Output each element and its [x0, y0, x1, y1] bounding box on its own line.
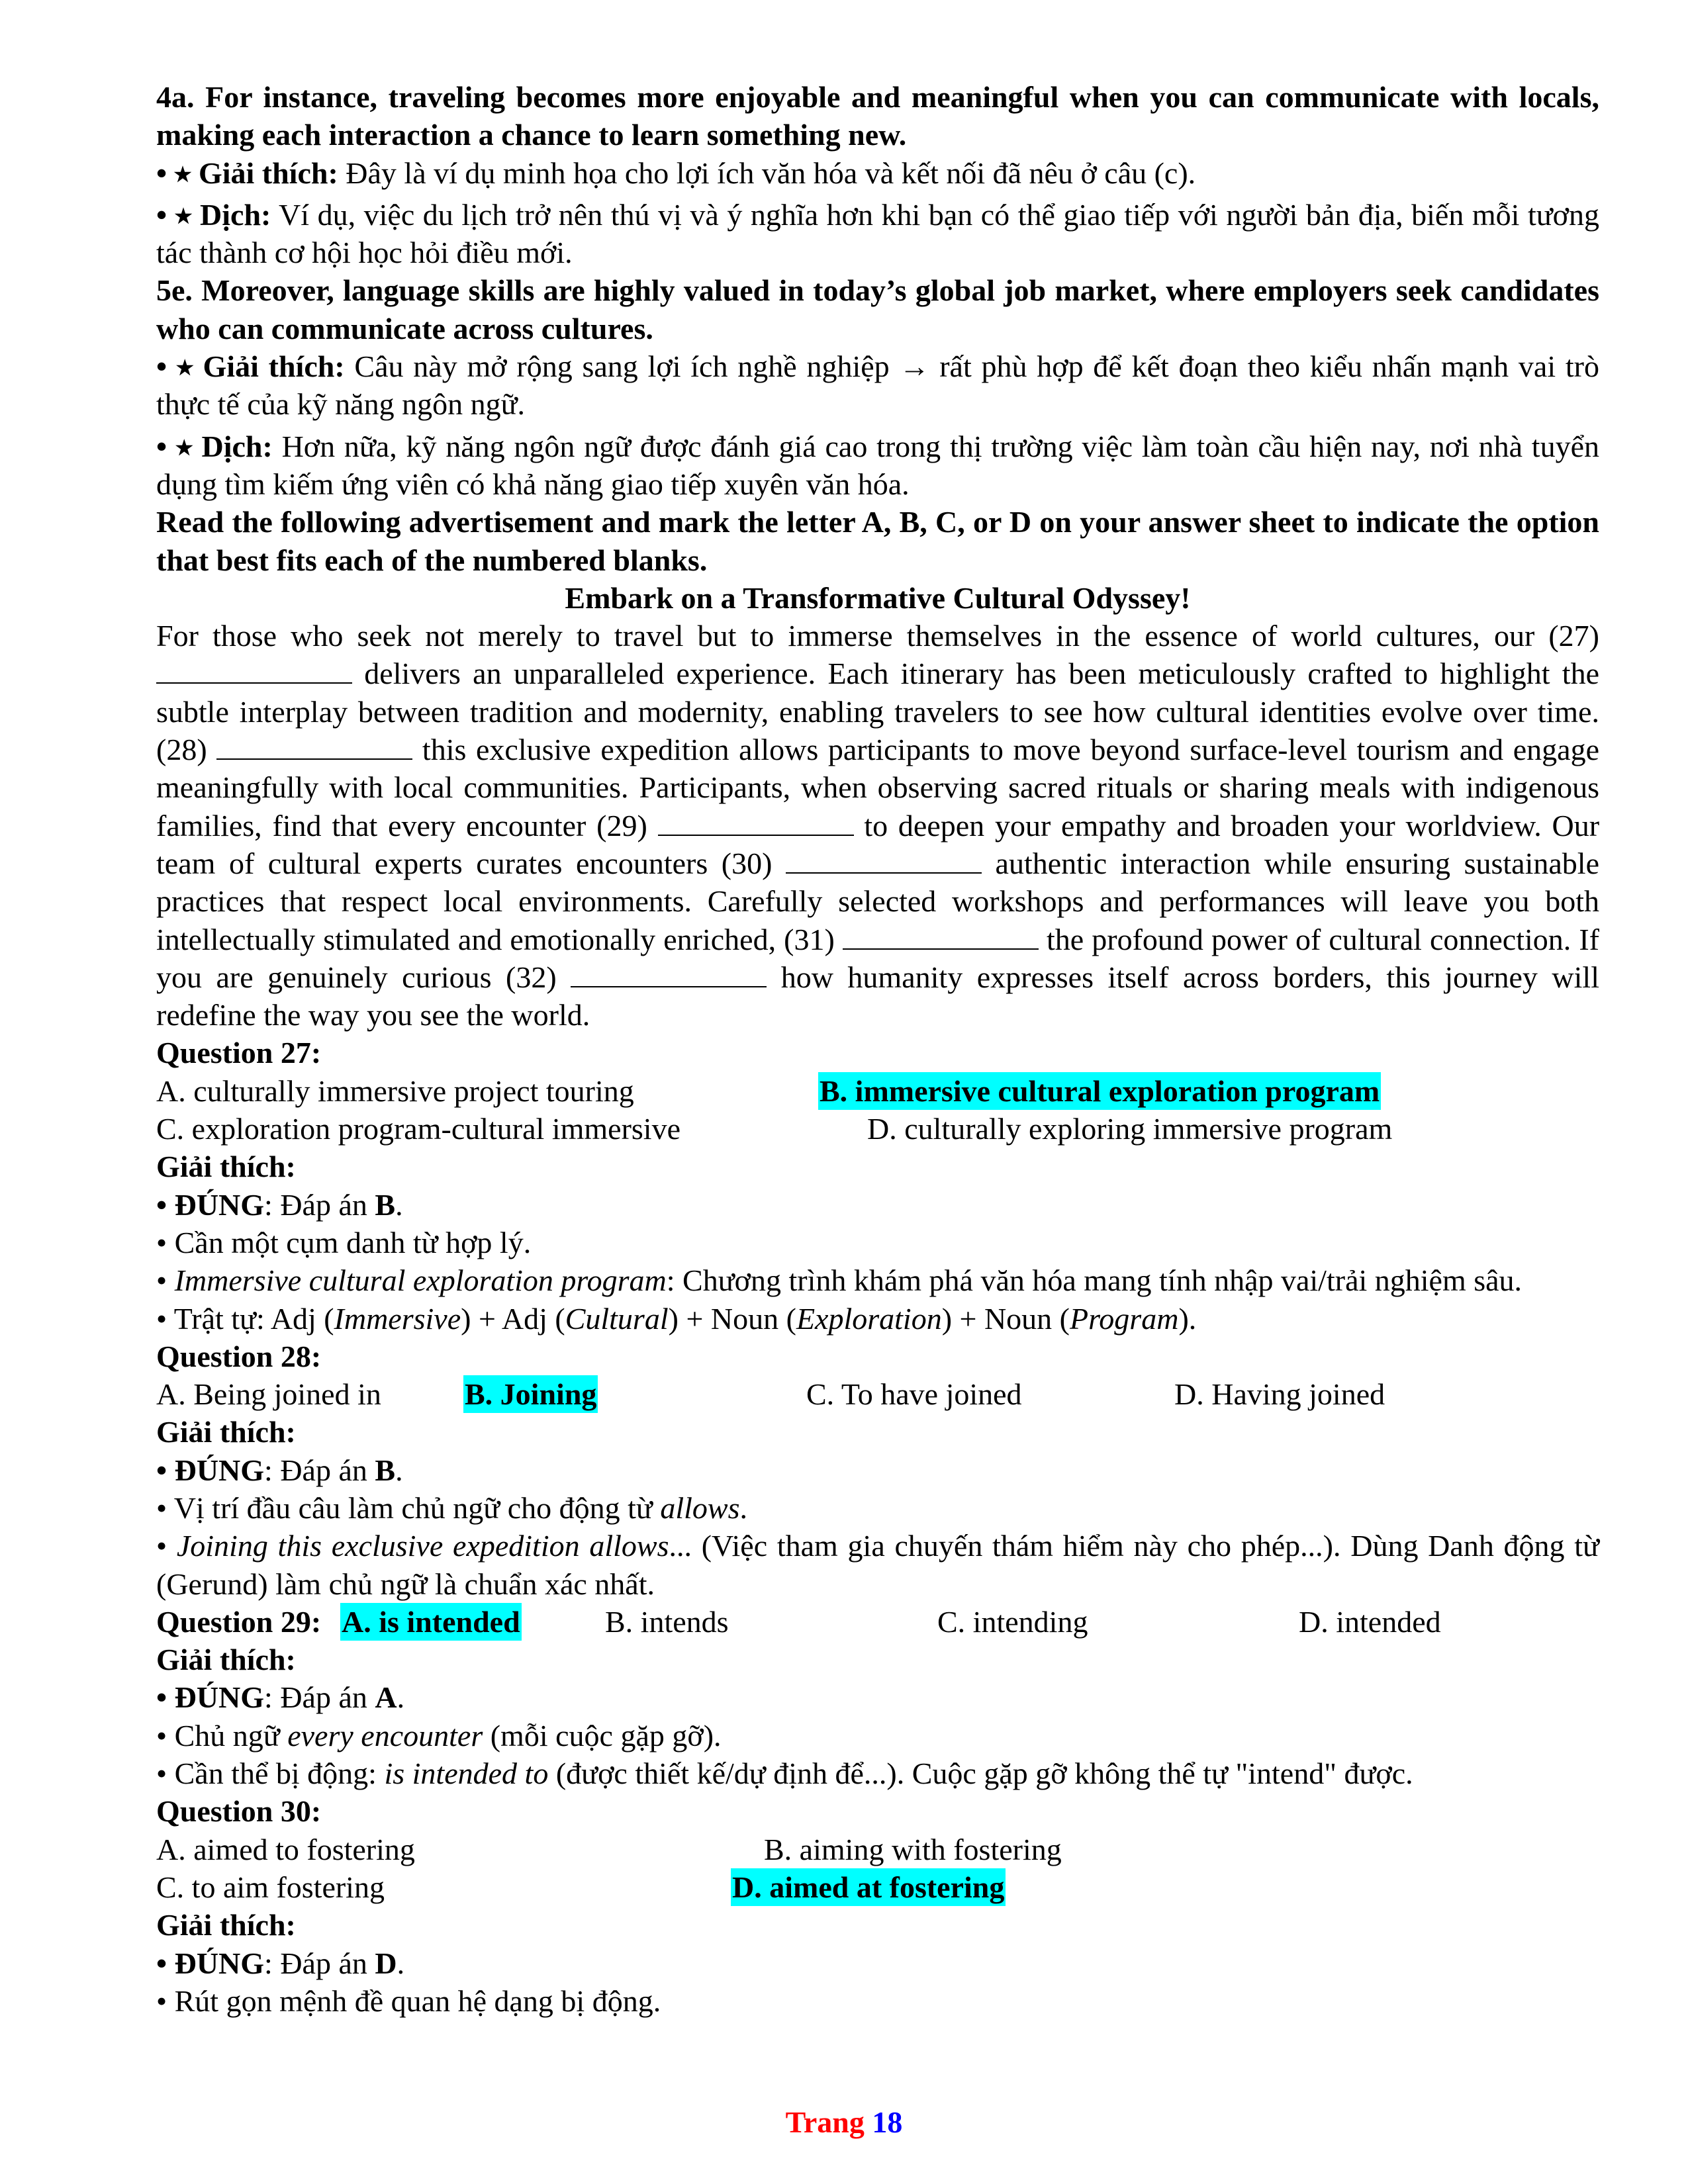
- instruction: Read the following advertisement and mark the letter A, B, C, or D on your answer sheet to indicate the option that best fits each of the numbered blanks.: [156, 505, 1599, 577]
- text: (mỗi cuộc gặp gỡ).: [483, 1718, 722, 1752]
- document-page: [156, 78, 1599, 2020]
- italic-word: Program: [1070, 1301, 1179, 1336]
- correct-label: • ĐÚNG: [156, 1453, 265, 1487]
- page-number: 18: [872, 2105, 903, 2139]
- text: • Trật tự: Adj (: [156, 1301, 334, 1336]
- explain-label: • ⭑ Giải thích:: [156, 156, 338, 190]
- text: ) + Adj (: [461, 1301, 565, 1336]
- italic-phrase: Immersive cultural exploration program: [174, 1263, 667, 1298]
- explain-text: : Chương trình khám phá văn hóa mang tính nhập vai/trải nghiệm sâu.: [666, 1263, 1523, 1298]
- correct-end: .: [397, 1680, 405, 1715]
- passage-text: For those who seek not merely to travel but to immerse themselves in the essence of world cultures, our (27): [156, 619, 1599, 653]
- explain-text: Đây là ví dụ minh họa cho lợi ích văn hóa và kết nối đã nêu ở câu (c).: [338, 156, 1196, 190]
- blank-32: [571, 961, 767, 987]
- q27-option-a: A. culturally immersive project touring: [156, 1073, 634, 1108]
- correct-letter: A: [375, 1680, 397, 1715]
- translate-label: • ⭑ Dịch:: [156, 197, 271, 232]
- italic-phrase: is intended to: [384, 1756, 549, 1791]
- explain-heading: Giải thích:: [156, 1643, 296, 1677]
- italic-phrase: every encounter: [287, 1718, 483, 1752]
- q27-option-c: C. exploration program-cultural immersive: [156, 1112, 680, 1146]
- q30-explain-1: • Rút gọn mệnh đề quan hệ dạng bị động.: [156, 1983, 661, 2018]
- q30-option-c: C. to aim fostering: [156, 1870, 385, 1904]
- correct-end: .: [397, 1946, 405, 1980]
- correct-label: • ĐÚNG: [156, 1187, 265, 1222]
- explain-heading: Giải thích:: [156, 1415, 296, 1449]
- correct-label: • ĐÚNG: [156, 1946, 265, 1980]
- text: .: [739, 1490, 748, 1525]
- correct-text: : Đáp án: [264, 1680, 375, 1715]
- q27-correct: [156, 1186, 1599, 1224]
- translate-label: • ⭑ Dịch:: [156, 429, 273, 463]
- q27-options-row-1: [156, 1072, 1599, 1110]
- q28-option-a: A. Being joined in: [156, 1377, 381, 1412]
- passage-text: the profound power of cultural connection. If you are genuinely curious (32): [156, 922, 1599, 994]
- q30-options-row-2: [156, 1868, 1599, 1906]
- text: (được thiết kế/dự định để...). Cuộc gặp gỡ không thể tự "intend" được.: [548, 1756, 1413, 1791]
- correct-text: : Đáp án: [264, 1187, 375, 1222]
- correct-letter: B: [375, 1187, 396, 1222]
- q28-title: Question 28:: [156, 1339, 322, 1373]
- correct-label: • ĐÚNG: [156, 1680, 265, 1715]
- q28-options-row: [156, 1375, 1599, 1413]
- blank-28: [216, 733, 412, 760]
- text: • Chủ ngữ: [156, 1718, 288, 1752]
- blank-29: [658, 809, 854, 836]
- passage-text: to deepen your empathy and broaden your worldview. Our team of cultural experts curates encounters (30): [156, 808, 1600, 880]
- bullet: •: [156, 1263, 175, 1298]
- passage-text: authentic interaction while ensuring sustainable practices that respect local environments. Carefully selected workshops and performances will leave you both intellectually stimulated and emotionally enriched, (31): [156, 846, 1599, 956]
- text: ) + Noun (: [941, 1301, 1070, 1336]
- correct-end: .: [395, 1187, 403, 1222]
- q28-explain-1: [156, 1489, 1599, 1527]
- passage-text: delivers an unparalleled experience. Each itinerary has been meticulously crafted to highlight the subtle interplay between tradition and modernity, enabling travelers to see how cultural identities evolve over time. (28): [156, 657, 1599, 767]
- correct-text: : Đáp án: [264, 1453, 375, 1487]
- q29-explain-1: [156, 1717, 1599, 1754]
- q29-option-b: B. intends: [605, 1604, 729, 1639]
- blank-30: [786, 847, 982, 874]
- italic-phrase: Joining this exclusive expedition allows: [176, 1529, 669, 1563]
- page-footer: [0, 2105, 1688, 2140]
- q29-title: Question 29:: [156, 1604, 322, 1639]
- q30-option-d: D. aimed at fostering: [731, 1868, 1006, 1906]
- q28-option-d: D. Having joined: [1174, 1377, 1385, 1412]
- italic-word: Cultural: [565, 1301, 669, 1336]
- q28-option-c: C. To have joined: [806, 1377, 1022, 1412]
- q29-option-c: C. intending: [937, 1604, 1088, 1639]
- passage: [156, 617, 1599, 1034]
- correct-text: : Đáp án: [264, 1946, 375, 1980]
- blank-31: [843, 923, 1039, 950]
- q29-explain-2: [156, 1754, 1599, 1792]
- q29-correct: [156, 1678, 1599, 1716]
- note-5e-translation: [156, 428, 1599, 504]
- note-4a-explanation: [156, 154, 1599, 192]
- q27-explain-3: [156, 1300, 1599, 1338]
- translate-text: Hơn nữa, kỹ năng ngôn ngữ được đánh giá cao trong thị trường việc làm toàn cầu hiện nay, nơi nhà tuyển dụng tìm kiếm ứng viên có khả năng giao tiếp xuyên văn hóa.: [156, 429, 1599, 501]
- q29-title-row: [156, 1603, 1599, 1641]
- text: • Cần thể bị động:: [156, 1756, 385, 1791]
- note-5e-heading: 5e. Moreover, language skills are highly valued in today’s global job market, where employers seek candidates who can communicate across cultures.: [156, 273, 1599, 345]
- q29-option-d: D. intended: [1299, 1604, 1441, 1639]
- correct-letter: D: [375, 1946, 397, 1980]
- blank-27: [156, 657, 352, 684]
- q28-correct: [156, 1451, 1599, 1489]
- explain-heading: Giải thích:: [156, 1150, 296, 1184]
- translate-text: Ví dụ, việc du lịch trở nên thú vị và ý nghĩa hơn khi bạn có thể giao tiếp với người bản địa, biến mỗi tương tác thành cơ hội học hỏi điều mới.: [156, 197, 1599, 270]
- note-5e-explanation: [156, 347, 1599, 424]
- q27-option-b: B. immersive cultural exploration program: [818, 1072, 1381, 1110]
- text: • Vị trí đầu câu làm chủ ngữ cho động từ: [156, 1490, 661, 1525]
- q28-option-b: B. Joining: [463, 1375, 598, 1413]
- passage-text: how humanity expresses itself across borders, this journey will redefine the way you see the world.: [156, 960, 1599, 1032]
- correct-end: .: [395, 1453, 403, 1487]
- italic-word: allows: [660, 1490, 740, 1525]
- note-4a-translation: [156, 196, 1599, 272]
- explain-text: ... (Việc tham gia chuyến thám hiểm này cho phép...). Dùng Danh động từ (Gerund) làm chủ ngữ là chuẩn xác nhất.: [156, 1529, 1599, 1601]
- q27-option-d: D. culturally exploring immersive program: [867, 1112, 1393, 1146]
- correct-letter: B: [375, 1453, 396, 1487]
- page-label: Trang: [785, 2105, 872, 2139]
- explain-text: Câu này mở rộng sang lợi ích nghề nghiệp → rất phù hợp để kết đoạn theo kiểu nhấn mạnh vai trò thực tế của kỹ năng ngôn ngữ.: [156, 349, 1599, 422]
- q27-explain-1: • Cần một cụm danh từ hợp lý.: [156, 1225, 532, 1259]
- q29-option-a: A. is intended: [340, 1603, 522, 1641]
- q27-explain-2: [156, 1261, 1599, 1299]
- italic-word: Immersive: [334, 1301, 461, 1336]
- text: ) + Noun (: [668, 1301, 796, 1336]
- q30-options-row-1: [156, 1831, 1599, 1868]
- ad-title: Embark on a Transformative Cultural Odyssey!: [565, 580, 1191, 615]
- bullet: •: [156, 1529, 177, 1563]
- text: ).: [1178, 1301, 1197, 1336]
- explain-heading: Giải thích:: [156, 1908, 296, 1942]
- q30-title: Question 30:: [156, 1794, 322, 1829]
- q30-option-b: B. aiming with fostering: [764, 1832, 1062, 1866]
- italic-word: Exploration: [796, 1301, 942, 1336]
- q28-explain-2: [156, 1527, 1599, 1603]
- q27-title: Question 27:: [156, 1036, 322, 1070]
- q30-option-a: A. aimed to fostering: [156, 1832, 415, 1866]
- note-4a-heading: 4a. For instance, traveling becomes more enjoyable and meaningful when you can communicate with locals, making each interaction a chance to learn something new.: [156, 80, 1599, 152]
- q30-correct: [156, 1944, 1599, 1982]
- passage-text: this exclusive expedition allows participants to move beyond surface-level tourism and engage meaningfully with local communities. Participants, when observing sacred rituals or sharing meals with indigenous families, find that every encounter (29): [156, 733, 1600, 842]
- q27-options-row-2: [156, 1110, 1599, 1148]
- explain-label: • ⭑ Giải thích:: [156, 349, 345, 384]
